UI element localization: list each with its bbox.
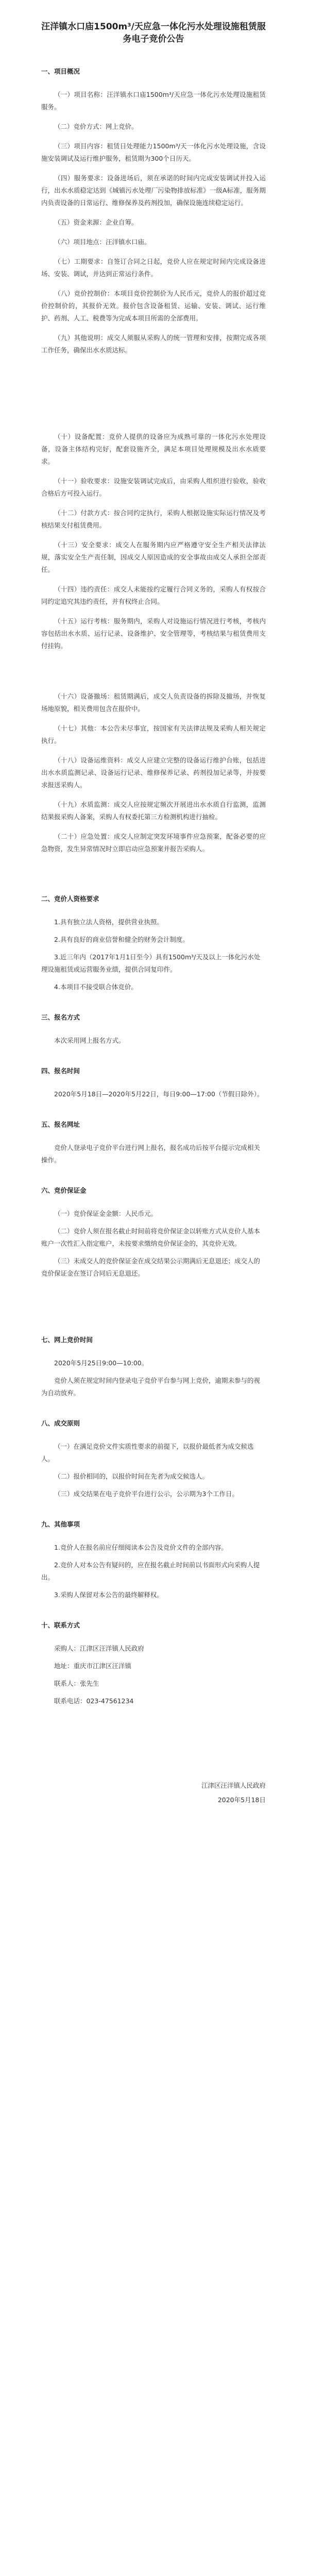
section-heading: 八、成交原则 [41,1419,80,1427]
paragraph: （十三）安全要求：成交人在服务期内应严格遵守安全生产相关法律法规，落实安全生产责任制，因成交人原因造成的安全事故由成交人承担全部责任。 [41,541,266,573]
paragraph: （六）项目地点：汪洋镇水口庙。 [54,238,151,246]
paragraph: （十六）设备撤场：租赁期满后，成交人负责设备的拆除及撤场，并恢复场地原貌，相关费用包含在报价中。 [41,692,266,713]
paragraph: （三）项目内容：租赁日处理能力1500m³/天一体化污水处理设施，含设施安装调试及运行维护服务，租赁期为300个日历天。 [41,142,266,162]
paragraph: 2020年5月18日—2020年5月22日，每日9:00—17:00（节假日除外）。 [54,1090,264,1098]
paragraph: 1.竞价人在报名前应仔细阅读本公告及竞价文件的全部内容。 [54,1544,228,1551]
section-heading: 三、报名方式 [41,1013,80,1021]
paragraph: 3.近三年内（2017年1月1日至今）具有1500m³/天及以上一体化污水处理设施租赁或运营服务业绩，提供合同复印件。 [41,953,261,973]
paragraph: （二）报价相同的，以报价时间在先者为成交候选人。 [54,1472,209,1480]
paragraph: （一）竞价保证金金额：人民币元。 [54,1210,158,1217]
paragraph: 2020年5月25日9:00—10:00。 [54,1359,148,1367]
signature-block [41,1780,266,1806]
paragraph: （十四）违约责任：成交人未能按约定履行合同义务的，采购人有权按合同约定追究其违约责任，并有权终止合同。 [41,585,266,605]
paragraph: （二）竞价方式：网上竞价。 [54,123,138,130]
paragraph: （一）项目名称：汪洋镇水口庙1500m³/天应急一体化污水处理设施租赁服务。 [41,91,266,111]
paragraph: （十）设备配置：竞价人提供的设备应为成熟可靠的一体化污水处理设备，设备主体结构完好，配套设施齐全，满足本项目处理规模及出水水质要求。 [41,433,266,465]
paragraph: （十七）其他：本公告未尽事宜，按国家有关法律法规及采购人相关规定执行。 [41,724,266,744]
paragraph: 3.采购人保留对本公告的最终解释权。 [54,1591,163,1599]
section-heading: 五、报名网址 [41,1121,80,1128]
section-heading: 七、网上竞价时间 [41,1336,93,1344]
section-heading: 六、竞价保证金 [41,1187,87,1194]
paragraph: （二十）应急处置：成交人应制定突发环境事件应急预案，配备必要的应急物资，发生异常情况时立即启动应急预案并报告采购人。 [41,833,266,853]
paragraph: （二）竞价人须在报名截止时间前将竞价保证金以转账方式从竞价人基本账户一次性汇入指定账户，未按要求缴纳竞价保证金的，其竞价无效。 [41,1227,261,1247]
paragraph: 竞价人登录电子竞价平台进行网上报名，报名成功后按平台提示完成相关操作。 [41,1144,261,1164]
section-heading: 四、报名时间 [41,1067,80,1075]
paragraph: （十一）验收要求：设施安装调试完成后，由采购人组织进行验收，验收合格后方可投入运行。 [41,477,266,497]
paragraph: （十九）水质监测：成交人应按规定频次开展进出水水质自行监测，监测结果报采购人备案，采购人有权委托第三方检测机构进行抽检。 [41,801,266,821]
paragraph: （八）竞价控制价：本项目竞价控制价为人民币元，竞价人的报价超过竞价控制价的，其报价无效。报价包含设备租赁、运输、安装、调试、运行维护、药剂、人工、税费等为完成本项目所需的全部费用。 [41,290,266,322]
paragraph: 1.具有独立法人资格，提供营业执照。 [54,918,163,926]
paragraph: （五）资金来源：企业自筹。 [54,218,138,226]
section-heading: 一、项目概况 [41,67,80,75]
paragraph: 4.本项目不接受联合体竞价。 [54,983,138,991]
paragraph: （三）成交结果在电子竞价平台进行公示，公示期为3个工作日。 [54,1490,238,1498]
section-heading: 九、其他事项 [41,1520,80,1528]
section-heading: 十、联系方式 [41,1621,80,1629]
paragraph: 本次采用网上报名方式。 [54,1037,125,1044]
paragraph: （七）工期要求：自签订合同之日起，竞价人应在规定时间内完成设备进场、安装、调试，并达到正常运行条件。 [41,258,266,278]
page-title: 汪洋镇水口庙1500m³/天应急一体化污水处理设施租赁服务电子竞价公告 [41,22,266,44]
paragraph: （十二）付款方式：按合同约定执行，采购人根据设施实际运行情况及考核结果支付租赁费用。 [41,509,266,529]
contact-line: 采购人：江津区汪洋镇人民政府 [54,1645,145,1652]
paragraph: （三）未成交人的竞价保证金在成交结果公示期满后无息退还；成交人的竞价保证金在签订合同后无息退还。 [41,1257,261,1277]
contact-line: 地址：重庆市江津区汪洋镇 [54,1662,132,1670]
paragraph: （十五）运行考核：服务期内，采购人对设施运行情况进行考核，考核内容包括出水水质、运行记录、设备维护、安全管理等，考核结果与租赁费用支付挂钩。 [41,617,266,650]
paragraph: （十八）设备运维资料：成交人应建立完整的设备运行维护台账，包括进出水水质监测记录、设备运行记录、维修保养记录、药剂投加记录等，并按要求报送采购人。 [41,756,266,789]
section-heading: 二、竞价人资格要求 [41,895,99,903]
paragraph: 2.竞价人对本公告有疑问的，应在报名截止时间前以书面形式向采购人提出。 [41,1561,260,1581]
signature-date: 2020年5月18日 [217,1796,266,1804]
contact-line: 联系电话：023-47561234 [54,1697,134,1705]
paragraph: （四）服务要求：设备进场后，须在承诺的时间内完成安装调试并投入运行，出水水质稳定达到《城镇污水处理厂污染物排放标准》一级A标准，服务期内负责设备的日常运行、维修保养及药剂投加，确保设施连续稳定运行。 [41,174,266,207]
paragraph: 竞价人须在规定时间内登录电子竞价平台参与网上竞价，逾期未参与的视为自动放弃。 [41,1377,261,1397]
signature-org: 江津区汪洋镇人民政府 [201,1782,266,1789]
contact-line: 联系人：张先生 [54,1680,99,1687]
paragraph: （九）其他说明：成交人须服从采购人的统一管理和安排，按期完成各项工作任务，确保出水水质达标。 [41,334,266,354]
paragraph: （一）在满足竞价文件实质性要求的前提下，以报价最低者为成交候选人。 [41,1443,254,1463]
paragraph: 2.具有良好的商业信誉和健全的财务会计制度。 [54,936,189,943]
